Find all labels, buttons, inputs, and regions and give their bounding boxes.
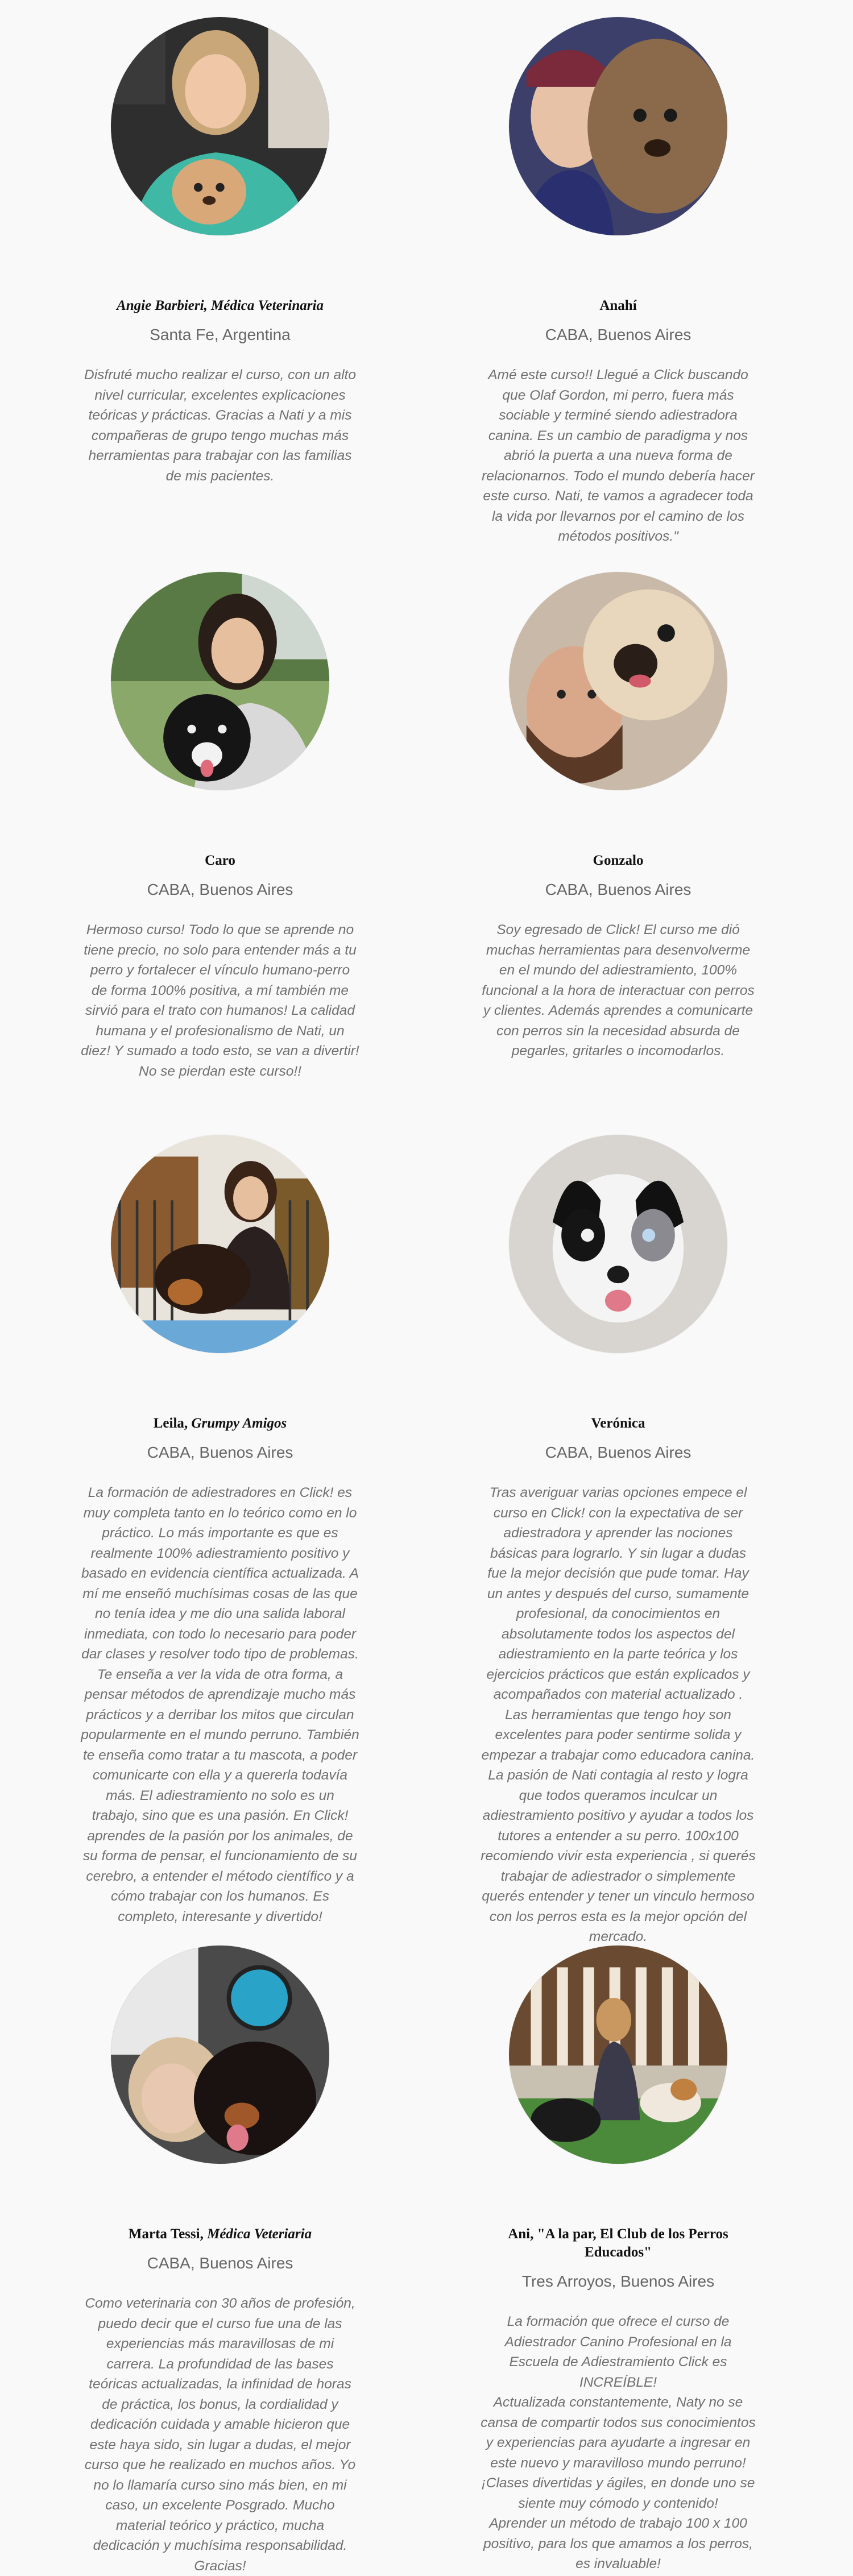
testimonial-location: CABA, Buenos Aires bbox=[147, 1443, 293, 1461]
testimonial-name: Angie Barbieri, Médica Veterinaria bbox=[117, 298, 324, 313]
border-collie-photo bbox=[509, 1135, 727, 1353]
woman-with-rottweiler-photo bbox=[111, 1946, 329, 2164]
testimonial-card bbox=[479, 1135, 757, 1947]
testimonial-card bbox=[479, 1946, 757, 2574]
testimonial-name: Marta Tessi, Médica Veteriaria bbox=[128, 2226, 312, 2242]
testimonial-card bbox=[479, 572, 757, 1061]
testimonial-location: CABA, Buenos Aires bbox=[545, 1443, 691, 1461]
testimonial-card bbox=[81, 572, 359, 1081]
testimonial-quote: La formación que ofrece el curso de Adiestrador Canino Profesional en la Escuela de Adiestramiento Click es INCREÍBLE! Actualizada constantemente, Naty no se cansa de compartir todos sus conocimientos y experiencias para ayudarte a ingresar en este nuevo y maravilloso mundo perruno! ¡Clases divertidas y ágiles, en donde uno se siente muy cómodo y contenido! Aprender un método de trabajo 100 x 100 positivo, para los que amamos a los perros, es invaluable! bbox=[481, 2314, 756, 2571]
testimonial-quote: La formación de adiestradores en Click! es muy completa tanto en lo teórico como en lo práctico. Lo más importante es que es realmente 100% adiestramiento positivo y basado en evidencia científica actualizada. A mí me enseñó muchísimas cosas de las que no tenía idea y me dio una salida laboral inmediata, con todo lo necesario para poder dar clases y resolver todo tipo de problemas. Te enseña a ver la vida de otra forma, a pensar métodos de aprendizaje mucho más prácticos y a derribar los mitos que circulan popularmente en el mundo perruno. También te enseña como tratar a tu mascota, a poder comunicarte con ella y a quererla todavía más. El adiestramiento no solo es un trabajo, sino que es una pasión. En Click! aprendes de la pasión por los animales, de su forma de pensar, el funcionamiento de su cerebro, a entender el método científico y a cómo trabajar con los humanos. Es completo, interesante y divertido! bbox=[81, 1485, 359, 1924]
testimonial-name: Leila, Grumpy Amigos bbox=[153, 1416, 287, 1431]
testimonial-name: Ani, "A la par, El Club de los Perros Educados" bbox=[508, 2226, 728, 2260]
woman-with-rottweiler-fence-photo bbox=[111, 1135, 329, 1353]
testimonial-name: Anahí bbox=[599, 298, 637, 313]
testimonial-card bbox=[81, 17, 359, 486]
testimonial-card bbox=[479, 17, 757, 547]
woman-with-poodle-photo bbox=[111, 17, 329, 235]
testimonial-quote: Tras averiguar varias opciones empece el curso en Click! con la expectativa de ser adiestradora y aprender las nociones básicas para lograrlo. Y sin lugar a dudas fue la mejor decisión que pude tomar. Hay un antes y después del curso, sumamente profesional, da conocimientos en absolutamente todos los aspectos del adiestramiento en la parte teórica y los ejercicios prácticos que están explicados y acompañados con material actualizado . Las herramientas que tengo hoy son excelentes para poder sentirme solida y empezar a trabajar como educadora canina. La pasión de Nati contagia al resto y logra que todos queramos inculcar un adiestramiento positivo y ayudar a todos los tutores a entender a su perro. 100x100 recomiendo vivir esta experiencia , si querés trabajar de adiestrador o simplemente querés entender y tener un vinculo hermoso con los perros esta es la mejor opción del mercado. bbox=[481, 1485, 756, 1944]
testimonial-location: Santa Fe, Argentina bbox=[150, 326, 291, 343]
man-with-pug-photo bbox=[509, 572, 727, 790]
testimonial-location: CABA, Buenos Aires bbox=[545, 326, 691, 343]
testimonial-name: Gonzalo bbox=[593, 853, 644, 868]
woman-with-dogs-photo bbox=[509, 1946, 727, 2164]
testimonial-location: CABA, Buenos Aires bbox=[147, 881, 293, 898]
testimonial-quote: Soy egresado de Click! El curso me dió muchas herramientas para desenvolverme en el mundo del adiestramiento, 100% funcional a la hora de interactuar con perros y clientes. Además aprendes a comunicarte con perros sin la necesidad absurda de pegarles, gritarles o incomodarlos. bbox=[482, 922, 755, 1059]
testimonial-quote: Hermoso curso! Todo lo que se aprende no tiene precio, no solo para entender más a tu perro y fortalecer el vínculo humano-perro de forma 100% positiva, a mí también me sirvió para el trato con humanos! La calidad humana y el profesionalismo de Nati, un diez! Y sumado a todo esto, se van a divertir! No se pierdan este curso!! bbox=[81, 922, 359, 1079]
testimonial-card bbox=[81, 1135, 359, 1927]
testimonial-location: CABA, Buenos Aires bbox=[545, 881, 691, 898]
testimonial-location: CABA, Buenos Aires bbox=[147, 2254, 293, 2272]
testimonial-name: Caro bbox=[205, 853, 235, 868]
testimonial-name: Verónica bbox=[591, 1416, 645, 1431]
testimonial-quote: Disfruté mucho realizar el curso, con un alto nivel curricular, excelentes explicaciones teóricas y prácticas. Gracias a Nati y a mis compañeras de grupo tengo muchas más herramientas para trabajar con las familias de mis pacientes. bbox=[84, 367, 356, 484]
woman-with-curly-dog-photo bbox=[509, 17, 727, 235]
woman-with-black-dog-photo bbox=[111, 572, 329, 790]
testimonial-location: Tres Arroyos, Buenos Aires bbox=[521, 2272, 715, 2290]
testimonial-quote: Amé este curso!! Llegué a Click buscando que Olaf Gordon, mi perro, fuera más sociable y terminé siendo adiestradora canina. Es un cambio de paradigma y nos abrió la puerta a una nueva forma de relacionarnos. Todo el mundo debería hacer este curso. Nati, te vamos a agradecer toda la vida por llevarnos por el camino de los métodos positivos." bbox=[482, 367, 755, 544]
testimonial-card bbox=[81, 1946, 359, 2576]
testimonial-quote: Como veterinaria con 30 años de profesión, puedo decir que el curso fue una de las experiencias más maravillosas de mi carrera. La profundidad de las bases teóricas actualizadas, la infinidad de horas de práctica, los bonus, la cordialidad y dedicación cuidada y amable hicieron que este haya sido, sin lugar a dudas, el mejor curso que he realizado en muchos años. Yo no lo llamaría curso sino más bien, en mi caso, un excelente Posgrado. Mucho material teórico y práctico, mucha dedicación y muchísima responsabilidad. Gracias! bbox=[84, 2296, 356, 2574]
